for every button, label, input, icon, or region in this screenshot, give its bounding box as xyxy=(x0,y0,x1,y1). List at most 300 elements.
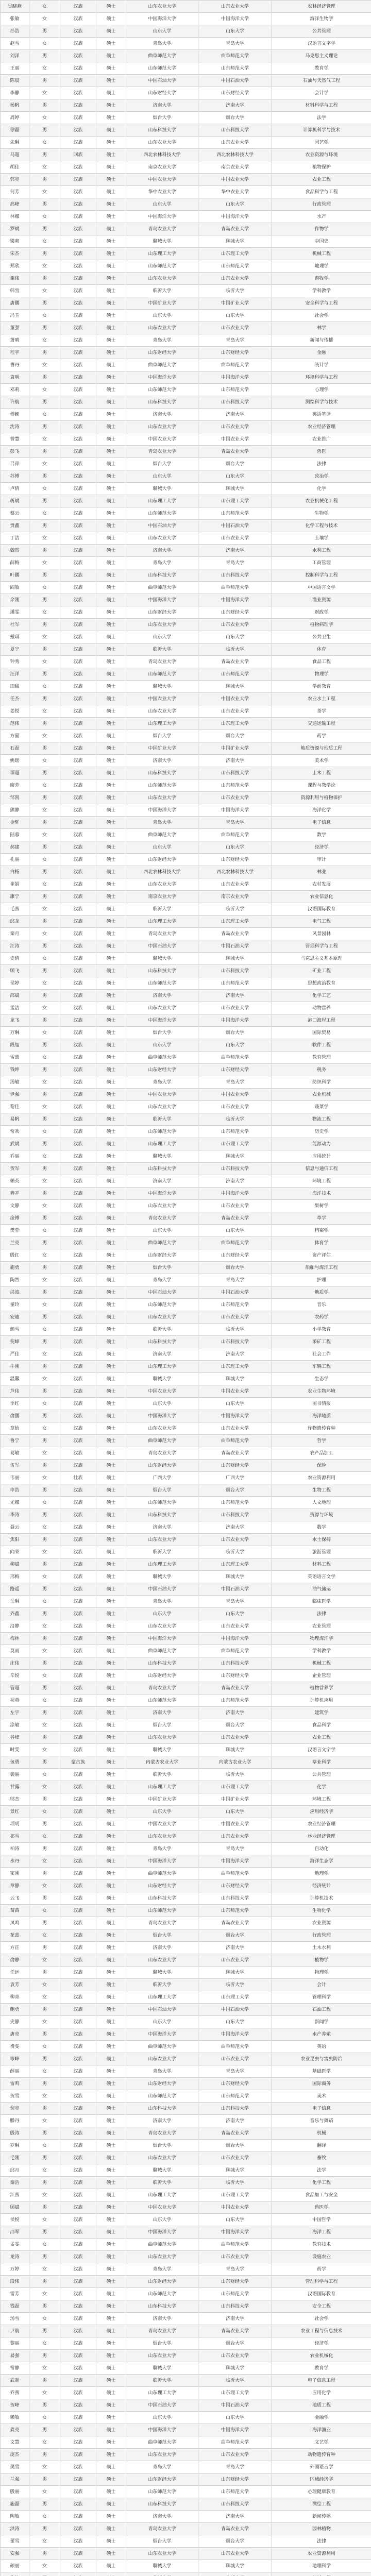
school-cell: 山东理工大学 xyxy=(198,1138,272,1150)
school-cell: 山东理工大学 xyxy=(126,248,198,260)
table-row xyxy=(1,2399,371,2412)
major-cell: 林业 xyxy=(272,866,371,878)
school-cell: 山东农业大学 xyxy=(126,1200,198,1212)
ethnicity-cell: 汉族 xyxy=(60,62,96,75)
ethnicity-cell: 汉族 xyxy=(60,124,96,137)
degree-cell: 硕士 xyxy=(96,1831,126,1843)
table-row xyxy=(1,174,371,186)
table-row xyxy=(1,2424,371,2436)
name-cell: 武超 xyxy=(1,2375,29,2387)
school-cell: 山东理工大学 xyxy=(198,248,272,260)
degree-cell: 硕士 xyxy=(96,1633,126,1645)
major-cell: 农药学 xyxy=(272,1311,371,1324)
name-cell: 史静 xyxy=(1,2016,29,2028)
major-cell: 护理 xyxy=(272,1274,371,1286)
school-cell: 山东科技大学 xyxy=(198,2498,272,2511)
sex-cell: 女 xyxy=(29,1002,60,1014)
name-cell: 尹强 xyxy=(1,1089,29,1101)
school-cell xyxy=(198,2572,272,2576)
school-cell: 山东理工大学 xyxy=(198,2387,272,2399)
table-row xyxy=(1,582,371,594)
degree-cell: 硕士 xyxy=(96,2201,126,2214)
school-cell: 山东大学 xyxy=(198,1608,272,1620)
degree-cell: 硕士 xyxy=(96,2486,126,2498)
table-row xyxy=(1,347,371,359)
name-cell: 管超 xyxy=(1,1682,29,1694)
major-cell: 植物病理学 xyxy=(272,619,371,631)
table-row xyxy=(1,2127,371,2140)
school-cell: 山东农业大学 xyxy=(126,2548,198,2560)
table-row xyxy=(1,631,371,643)
name-cell: 徐磊 xyxy=(1,124,29,137)
school-cell: 山东农业大学 xyxy=(198,2053,272,2065)
school-cell: 济南大学 xyxy=(126,1175,198,1188)
major-cell: 草学 xyxy=(272,1212,371,1225)
sex-cell: 女 xyxy=(29,2461,60,2473)
school-cell: 聊城大学 xyxy=(198,681,272,693)
major-cell: 农业资源与环境 xyxy=(272,149,371,161)
sex-cell: 男 xyxy=(29,2350,60,2362)
sex-cell: 女 xyxy=(29,1571,60,1583)
sex-cell: 女 xyxy=(29,1620,60,1633)
ethnicity-cell: 汉族 xyxy=(60,2362,96,2375)
sex-cell: 男 xyxy=(29,990,60,1002)
name-cell: 雷蕾 xyxy=(1,1052,29,1064)
major-cell: 音乐与舞蹈 xyxy=(272,2115,371,2127)
table-row xyxy=(1,1398,371,1410)
school-cell: 中国石油大学 xyxy=(126,75,198,87)
major-cell: 农业工程 xyxy=(272,174,371,186)
school-cell: 中国石油大学 xyxy=(198,520,272,532)
degree-cell: 硕士 xyxy=(96,2387,126,2399)
major-cell: 农业水土工程 xyxy=(272,693,371,705)
school-cell: 山东农业大学 xyxy=(198,1,272,13)
ethnicity-cell: 汉族 xyxy=(60,990,96,1002)
school-cell: 中国矿业大学 xyxy=(198,1793,272,1806)
school-cell: 山东农业大学 xyxy=(198,1831,272,1843)
school-cell: 山东财经大学 xyxy=(126,2078,198,2090)
degree-cell: 硕士 xyxy=(96,866,126,878)
name-cell: 崔娟 xyxy=(1,878,29,891)
name-cell: 薛丽 xyxy=(1,2065,29,2078)
sex-cell: 女 xyxy=(29,112,60,124)
sex-cell: 男 xyxy=(29,965,60,977)
sex-cell: 男 xyxy=(29,2375,60,2387)
sex-cell: 女 xyxy=(29,458,60,470)
sex-cell: 男 xyxy=(29,1014,60,1027)
major-cell: 资源利用与植物保护 xyxy=(272,792,371,804)
degree-cell: 硕士 xyxy=(96,2511,126,2523)
major-cell: 社会工作 xyxy=(272,1348,371,1361)
major-cell: 车辆工程 xyxy=(272,1361,371,1373)
sex-cell: 女 xyxy=(29,1831,60,1843)
name-cell: 姜悦 xyxy=(1,705,29,718)
sex-cell: 女 xyxy=(29,1645,60,1657)
degree-cell: 硕士 xyxy=(96,557,126,569)
sex-cell: 女 xyxy=(29,260,60,273)
school-cell: 烟台大学 xyxy=(126,112,198,124)
ethnicity-cell: 汉族 xyxy=(60,2263,96,2276)
major-cell: 马克思主义理论 xyxy=(272,50,371,62)
sex-cell: 男 xyxy=(29,1793,60,1806)
school-cell: 山东大学 xyxy=(198,25,272,38)
table-row xyxy=(1,483,371,495)
school-cell: 济南大学 xyxy=(198,1348,272,1361)
name-cell: 邬杰 xyxy=(1,1793,29,1806)
school-cell: 山东大学 xyxy=(198,1225,272,1237)
name-cell: 马超 xyxy=(1,149,29,161)
school-cell: 山东财经大学 xyxy=(126,2276,198,2288)
table-row xyxy=(1,779,371,792)
school-cell: 济南大学 xyxy=(198,2511,272,2523)
major-cell: 风景园林 xyxy=(272,928,371,940)
name-cell: 陶敏 xyxy=(1,2511,29,2523)
degree-cell: 硕士 xyxy=(96,2362,126,2375)
school-cell: 山东理工大学 xyxy=(198,718,272,730)
school-cell: 山东大学 xyxy=(198,2412,272,2424)
table-row xyxy=(1,1917,371,1929)
school-cell: 青岛大学 xyxy=(198,2263,272,2276)
name-cell: 庞博 xyxy=(1,1212,29,1225)
school-cell: 山东财经大学 xyxy=(198,2078,272,2090)
table-row xyxy=(1,396,371,409)
school-cell: 山东师范大学 xyxy=(126,779,198,792)
major-cell: 信息与通信工程 xyxy=(272,1163,371,1175)
table-row xyxy=(1,520,371,532)
school-cell: 青岛农业大学 xyxy=(126,446,198,458)
ethnicity-cell: 汉族 xyxy=(60,1052,96,1064)
ethnicity-cell: 汉族 xyxy=(60,2560,96,2572)
ethnicity-cell: 汉族 xyxy=(60,1163,96,1175)
major-cell: 财政学 xyxy=(272,606,371,619)
table-row xyxy=(1,916,371,928)
school-cell: 山东师范大学 xyxy=(126,384,198,396)
name-cell: 殷红 xyxy=(1,1249,29,1262)
sex-cell: 男 xyxy=(29,1633,60,1645)
major-cell: 翻译 xyxy=(272,2140,371,2152)
sex-cell: 女 xyxy=(29,1200,60,1212)
name-cell: 贺雪 xyxy=(1,2090,29,2103)
major-cell: 数学 xyxy=(272,829,371,841)
ethnicity-cell: 汉族 xyxy=(60,211,96,223)
ethnicity-cell: 汉族 xyxy=(60,681,96,693)
degree-cell: 硕士 xyxy=(96,211,126,223)
degree-cell: 硕士 xyxy=(96,1620,126,1633)
table-row xyxy=(1,817,371,829)
ethnicity-cell: 汉族 xyxy=(60,1942,96,1954)
ethnicity-cell: 汉族 xyxy=(60,1497,96,1509)
degree-cell: 硕士 xyxy=(96,1237,126,1249)
table-row xyxy=(1,1645,371,1657)
school-cell: 山东财经大学 xyxy=(126,87,198,99)
name-cell: 邱龙 xyxy=(1,916,29,928)
school-cell: 中国石油大学 xyxy=(126,2004,198,2016)
school-cell: 聊城大学 xyxy=(198,2362,272,2375)
degree-cell: 硕士 xyxy=(96,1,126,13)
school-cell: 青岛大学 xyxy=(198,1843,272,1855)
school-cell: 济南大学 xyxy=(126,409,198,421)
major-cell: 档案学 xyxy=(272,1225,371,1237)
degree-cell: 硕士 xyxy=(96,421,126,433)
major-cell: 经济学 xyxy=(272,841,371,854)
sex-cell: 男 xyxy=(29,643,60,656)
ethnicity-cell: 汉族 xyxy=(60,2288,96,2300)
degree-cell: 硕士 xyxy=(96,25,126,38)
school-cell: 中国石油大学 xyxy=(198,75,272,87)
ethnicity-cell: 汉族 xyxy=(60,2041,96,2053)
name-cell: 安迪 xyxy=(1,1311,29,1324)
degree-cell: 硕士 xyxy=(96,2189,126,2201)
table-row xyxy=(1,1311,371,1324)
ethnicity-cell: 汉族 xyxy=(60,1212,96,1225)
sex-cell: 女 xyxy=(29,2412,60,2424)
degree-cell: 硕士 xyxy=(96,161,126,174)
school-cell: 青岛农业大学 xyxy=(126,223,198,235)
school-cell: 曲阜师范大学 xyxy=(198,50,272,62)
sex-cell: 女 xyxy=(29,681,60,693)
ethnicity-cell: 汉族 xyxy=(60,755,96,767)
sex-cell: 女 xyxy=(29,755,60,767)
major-cell: 水产 xyxy=(272,211,371,223)
sex-cell: 男 xyxy=(29,1039,60,1052)
sex-cell: 女 xyxy=(29,1150,60,1163)
school-cell: 烟台大学 xyxy=(126,2535,198,2548)
major-cell: 金融 xyxy=(272,347,371,359)
name-cell: 康宁 xyxy=(1,891,29,903)
school-cell: 广西大学 xyxy=(126,1472,198,1484)
school-cell: 烟台大学 xyxy=(126,730,198,742)
degree-cell: 硕士 xyxy=(96,1027,126,1039)
major-cell: 体育学 xyxy=(272,1237,371,1249)
major-cell: 草业科学 xyxy=(272,1756,371,1769)
major-cell xyxy=(272,2572,371,2576)
table-row xyxy=(1,2226,371,2239)
name-cell: 牛刚 xyxy=(1,1361,29,1373)
ethnicity-cell: 汉族 xyxy=(60,668,96,681)
table-row xyxy=(1,1348,371,1361)
sex-cell: 男 xyxy=(29,569,60,582)
school-cell: 青岛农业大学 xyxy=(198,1917,272,1929)
major-cell: 交通运输工程 xyxy=(272,718,371,730)
table-row xyxy=(1,1126,371,1138)
sex-cell: 男 xyxy=(29,940,60,953)
degree-cell: 硕士 xyxy=(96,817,126,829)
major-cell: 测绘科学与技术 xyxy=(272,396,371,409)
major-cell: 法学 xyxy=(272,2164,371,2177)
ethnicity-cell: 汉族 xyxy=(60,2449,96,2461)
table-row xyxy=(1,928,371,940)
degree-cell: 硕士 xyxy=(96,594,126,606)
degree-cell: 硕士 xyxy=(96,2276,126,2288)
school-cell: 中国海洋大学 xyxy=(198,1188,272,1200)
school-cell: 青岛大学 xyxy=(198,38,272,50)
name-cell: 邵斌 xyxy=(1,990,29,1002)
table-row xyxy=(1,260,371,273)
school-cell: 中国海洋大学 xyxy=(126,1855,198,1868)
ethnicity-cell: 汉族 xyxy=(60,878,96,891)
ethnicity-cell: 汉族 xyxy=(60,483,96,495)
school-cell: 山东大学 xyxy=(198,198,272,211)
sex-cell: 女 xyxy=(29,2041,60,2053)
table-row xyxy=(1,1929,371,1942)
degree-cell: 硕士 xyxy=(96,1855,126,1868)
sex-cell: 男 xyxy=(29,2548,60,2560)
table-row xyxy=(1,124,371,137)
table-row xyxy=(1,2535,371,2548)
name-cell: 樊雪 xyxy=(1,2461,29,2473)
sex-cell: 女 xyxy=(29,2189,60,2201)
major-cell: 园林植物 xyxy=(272,2523,371,2535)
degree-cell: 硕士 xyxy=(96,1868,126,1880)
degree-cell: 硕士 xyxy=(96,1126,126,1138)
school-cell: 聊城大学 xyxy=(126,1967,198,1979)
major-cell: 金融学 xyxy=(272,2412,371,2424)
name-cell: 唐亮 xyxy=(1,2028,29,2041)
major-cell: 机械 xyxy=(272,2127,371,2140)
major-cell: 水土保持 xyxy=(272,1534,371,1546)
school-cell: 烟台大学 xyxy=(126,1262,198,1274)
degree-cell: 硕士 xyxy=(96,693,126,705)
ethnicity-cell: 汉族 xyxy=(60,1039,96,1052)
name-cell: 兰亮 xyxy=(1,1237,29,1249)
school-cell: 山东师范大学 xyxy=(126,977,198,990)
sex-cell: 男 xyxy=(29,1967,60,1979)
school-cell: 广西大学 xyxy=(198,1472,272,1484)
school-cell: 山东理工大学 xyxy=(126,1781,198,1793)
major-cell: 审计 xyxy=(272,854,371,866)
major-cell: 机械工程 xyxy=(272,248,371,260)
school-cell: 山东科技大学 xyxy=(198,1657,272,1670)
school-cell: 曲阜师范大学 xyxy=(126,2436,198,2449)
major-cell: 公共管理 xyxy=(272,25,371,38)
school-cell: 中国农业大学 xyxy=(198,1385,272,1398)
name-cell: 郑欣 xyxy=(1,260,29,273)
school-cell: 中国海洋大学 xyxy=(198,2028,272,2041)
table-row xyxy=(1,1200,371,1212)
school-cell: 中国海洋大学 xyxy=(126,1188,198,1200)
name-cell: 文慧 xyxy=(1,2436,29,2449)
table-row xyxy=(1,755,371,767)
major-cell: 新闻与传播 xyxy=(272,334,371,347)
ethnicity-cell: 汉族 xyxy=(60,2226,96,2239)
table-row xyxy=(1,2041,371,2053)
sex-cell: 男 xyxy=(29,1237,60,1249)
table-row xyxy=(1,2436,371,2449)
ethnicity-cell: 汉族 xyxy=(60,322,96,334)
major-cell: 美术学 xyxy=(272,755,371,767)
name-cell: 苏博 xyxy=(1,470,29,483)
sex-cell: 男 xyxy=(29,1942,60,1954)
major-cell: 海洋工程 xyxy=(272,2226,371,2239)
degree-cell: 硕士 xyxy=(96,260,126,273)
ethnicity-cell xyxy=(60,2572,96,2576)
degree-cell: 硕士 xyxy=(96,2090,126,2103)
degree-cell: 硕士 xyxy=(96,631,126,643)
ethnicity-cell: 汉族 xyxy=(60,1064,96,1076)
sex-cell: 女 xyxy=(29,1880,60,1892)
name-cell: 尹航 xyxy=(1,2325,29,2337)
degree-cell: 硕士 xyxy=(96,1806,126,1818)
table-row xyxy=(1,1670,371,1682)
name-cell: 雷鸣 xyxy=(1,2078,29,2090)
major-cell: 临床医学 xyxy=(272,1596,371,1608)
name-cell: 方圆 xyxy=(1,730,29,742)
degree-cell: 硕士 xyxy=(96,1608,126,1620)
table-row xyxy=(1,2152,371,2164)
school-cell: 山东科技大学 xyxy=(198,1336,272,1348)
ethnicity-cell: 汉族 xyxy=(60,1274,96,1286)
major-cell: 地理学 xyxy=(272,260,371,273)
major-cell: 农业资源利用 xyxy=(272,2548,371,2560)
major-cell: 教育管理 xyxy=(272,1052,371,1064)
school-cell: 山东理工大学 xyxy=(198,1991,272,2004)
table-row xyxy=(1,198,371,211)
sex-cell: 女 xyxy=(29,2214,60,2226)
school-cell: 曲阜师范大学 xyxy=(198,582,272,594)
school-cell: 济南大学 xyxy=(126,1707,198,1719)
sex-cell: 女 xyxy=(29,730,60,742)
table-row xyxy=(1,866,371,878)
table-row xyxy=(1,1435,371,1447)
sex-cell: 女 xyxy=(29,1249,60,1262)
ethnicity-cell: 汉族 xyxy=(60,371,96,384)
ethnicity-cell: 壮族 xyxy=(60,1472,96,1484)
major-cell: 纺织科学 xyxy=(272,1076,371,1089)
school-cell: 山东农业大学 xyxy=(126,2350,198,2362)
degree-cell: 硕士 xyxy=(96,507,126,520)
table-row xyxy=(1,1027,371,1039)
degree-cell: 硕士 xyxy=(96,2412,126,2424)
table-row xyxy=(1,1497,371,1509)
school-cell: 青岛大学 xyxy=(198,334,272,347)
sex-cell: 女 xyxy=(29,582,60,594)
name-cell: 丁洁 xyxy=(1,532,29,545)
school-cell: 山东师范大学 xyxy=(198,384,272,396)
school-cell: 山东师范大学 xyxy=(198,1905,272,1917)
table-row xyxy=(1,792,371,804)
degree-cell: 硕士 xyxy=(96,1089,126,1101)
table-row xyxy=(1,2016,371,2028)
major-cell: 人文地理 xyxy=(272,1497,371,1509)
ethnicity-cell: 汉族 xyxy=(60,804,96,817)
school-cell: 山东大学 xyxy=(126,198,198,211)
school-cell: 聊城大学 xyxy=(126,2164,198,2177)
school-cell: 聊城大学 xyxy=(198,235,272,248)
school-cell: 山东农业大学 xyxy=(198,1534,272,1546)
name-cell: 蔡云 xyxy=(1,507,29,520)
ethnicity-cell: 汉族 xyxy=(60,2535,96,2548)
school-cell: 山东师范大学 xyxy=(198,2090,272,2103)
sex-cell: 男 xyxy=(29,1892,60,1905)
ethnicity-cell: 汉族 xyxy=(60,1249,96,1262)
ethnicity-cell: 汉族 xyxy=(60,2201,96,2214)
name-cell: 陈晨 xyxy=(1,75,29,87)
table-row xyxy=(1,2251,371,2263)
degree-cell: 硕士 xyxy=(96,186,126,198)
major-cell: 动物遗传育种 xyxy=(272,2449,371,2461)
school-cell: 烟台大学 xyxy=(198,458,272,470)
school-cell: 青岛大学 xyxy=(198,557,272,569)
major-cell: 会计学 xyxy=(272,87,371,99)
school-cell: 山东农业大学 xyxy=(126,619,198,631)
table-row xyxy=(1,965,371,977)
major-cell: 电子信息 xyxy=(272,2103,371,2115)
major-cell: 旅游管理 xyxy=(272,1546,371,1558)
name-cell: 罗斌 xyxy=(1,223,29,235)
table-row xyxy=(1,1633,371,1645)
table-row xyxy=(1,804,371,817)
sex-cell: 女 xyxy=(29,1744,60,1756)
